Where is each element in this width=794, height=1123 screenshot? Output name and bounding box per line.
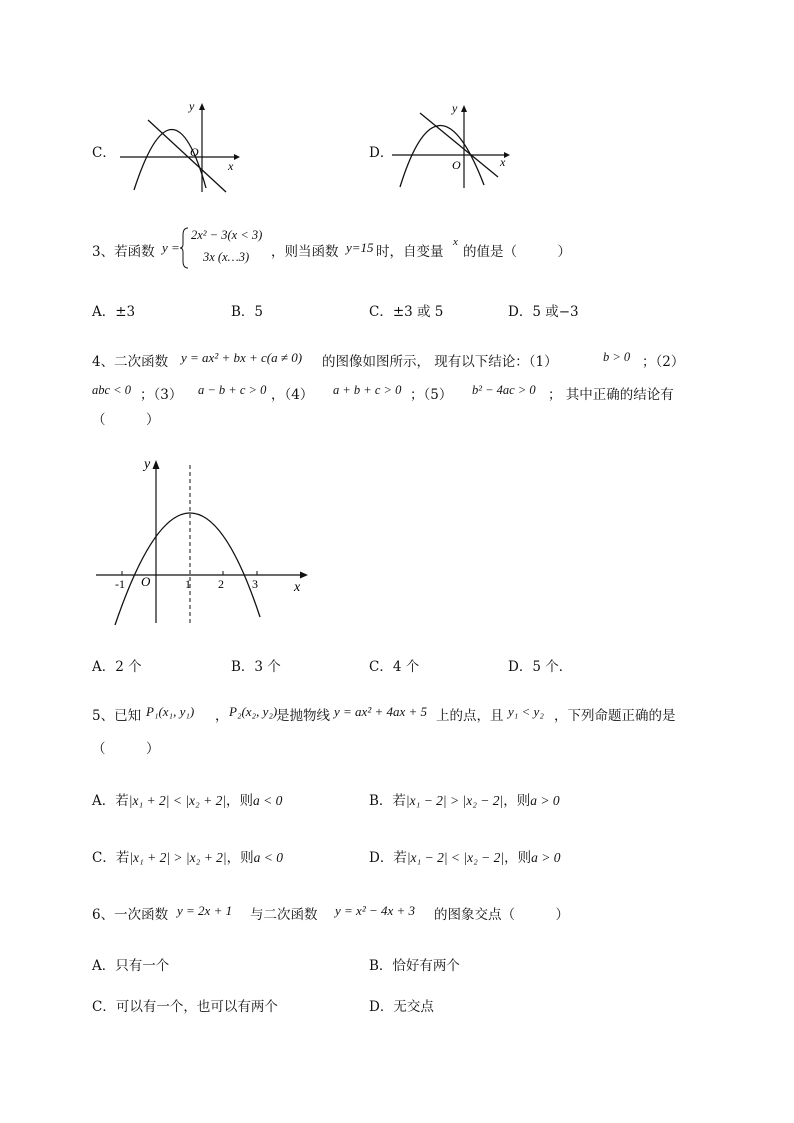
q4-graph-tick-1: 1 — [185, 577, 191, 591]
q4-sep-2: ；（3） — [140, 387, 183, 403]
option-c-origin: O — [190, 145, 199, 159]
q4-sep-3: ，（4） — [271, 387, 314, 403]
q6-option-a: A．只有一个 — [92, 958, 170, 974]
option-d-origin: O — [452, 158, 461, 172]
q5-on: 上的点，且 — [436, 708, 504, 724]
q3-lhs: y = — [162, 240, 180, 255]
q4-sep-1: ；（2） — [642, 354, 685, 370]
q4-end: ； 其中正确的结论有 — [548, 387, 674, 403]
q5-answer-paren: （ ） — [92, 741, 160, 757]
q3-option-d: D．5 或−3 — [508, 304, 579, 320]
q4-graph-origin: O — [141, 574, 151, 589]
q3-prefix: 3、若函数 — [92, 244, 155, 260]
q3-option-a: A．±3 — [92, 304, 136, 320]
q4-function: y = ax² + bx + c(a ≠ 0) — [181, 350, 303, 365]
q5-point-2: P₂(x₂, y₂) — [229, 704, 278, 719]
q4-graph-tick-2: 2 — [218, 577, 224, 591]
q4-conclusion-2: abc < 0 — [92, 383, 131, 397]
q5-option-c: C．若|x₁ + 2| > |x₂ + 2|，则a < 0 — [92, 850, 284, 866]
option-d-graph — [390, 103, 515, 195]
q5-middle: 是抛物线 — [276, 708, 330, 724]
q3-y15: y=15 — [346, 240, 374, 255]
q5-option-b: B．若|x₁ − 2| > |x₂ − 2|，则a > 0 — [369, 793, 560, 809]
q4-option-c: C．4 个 — [369, 659, 420, 675]
option-d-axis-y: y — [452, 101, 458, 115]
q3-var: x — [453, 236, 458, 248]
q5-parabola: y = ax² + 4ax + 5 — [334, 704, 428, 719]
q4-conclusion-4: a + b + c > 0 — [333, 383, 402, 397]
q5-prefix: 5、已知 — [92, 708, 142, 724]
q3-case2: 3x (x…3) — [203, 250, 250, 264]
q6-linear-function: y = 2x + 1 — [177, 903, 233, 918]
q4-graph-tick-3: 3 — [252, 577, 258, 591]
q6-quadratic-function: y = x² − 4x + 3 — [335, 903, 416, 918]
q6-end: 的图象交点（ ） — [434, 907, 569, 923]
q4-answer-paren: （ ） — [92, 412, 160, 428]
q6-option-d: D．无交点 — [369, 999, 434, 1015]
option-c-graph — [118, 100, 243, 195]
q3-end: 的值是（ ） — [463, 244, 571, 260]
q5-point-1: P₁(x₁, y₁) — [146, 704, 195, 719]
q4-conclusion-3: a − b + c > 0 — [198, 383, 267, 397]
q5-option-d: D．若|x₁ − 2| < |x₂ − 2|，则a > 0 — [369, 850, 561, 866]
q4-line1-rest: 的图像如图所示， 现有以下结论：（1） — [322, 354, 558, 370]
option-d-label: D． — [369, 145, 394, 161]
q4-option-a: A．2 个 — [92, 659, 142, 675]
q3-option-b: B．5 — [231, 304, 264, 320]
q4-option-b: B．3 个 — [231, 659, 281, 675]
q5-option-a: A．若|x₁ + 2| < |x₂ + 2|，则a < 0 — [92, 793, 283, 809]
q5-condition: y₁ < y₂ — [508, 704, 544, 719]
q4-sep-4: ；（5） — [410, 387, 453, 403]
q4-graph-tick-neg1: -1 — [115, 577, 125, 591]
q4-conclusion-1: b > 0 — [603, 350, 631, 364]
q3-option-c: C．±3 或 5 — [369, 304, 444, 320]
q4-graph-axis-x: x — [294, 580, 301, 595]
q6-prefix: 6、一次函数 — [92, 907, 169, 923]
q5-end: ，下列命题正确的是 — [554, 708, 676, 724]
q4-option-d: D．5 个． — [508, 659, 573, 675]
q6-option-c: C．可以有一个，也可以有两个 — [92, 999, 278, 1015]
option-c-label: C． — [92, 145, 116, 161]
option-c-axis-y: y — [189, 99, 195, 113]
q4-graph-axis-y: y — [144, 457, 151, 472]
q4-prefix: 4、二次函数 — [92, 354, 169, 370]
option-c-axis-x: x — [228, 159, 234, 173]
q3-middle: ，则当函数 — [271, 244, 339, 260]
q4-parabola-graph — [92, 455, 317, 630]
q6-middle: 与二次函数 — [250, 907, 318, 923]
q5-comma: ， — [215, 708, 229, 724]
q3-brace — [180, 227, 190, 269]
option-d-axis-x: x — [500, 155, 506, 169]
q6-option-b: B．恰好有两个 — [369, 958, 460, 974]
q4-conclusion-5: b² − 4ac > 0 — [472, 383, 536, 397]
q3-suffix: 时，自变量 — [376, 244, 444, 260]
q3-case1: 2x² − 3(x < 3) — [191, 228, 263, 242]
